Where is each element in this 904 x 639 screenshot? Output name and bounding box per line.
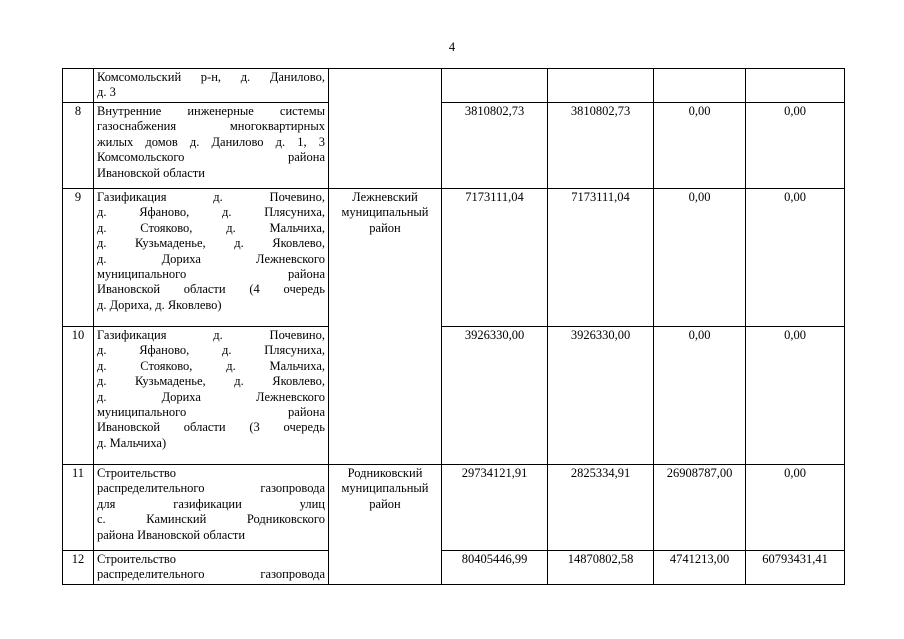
- value-col2: 14870802,58: [548, 551, 654, 585]
- object-name-line: Ивановской области (3 очередь: [97, 420, 325, 435]
- value-col2: 7173111,04: [548, 189, 654, 327]
- object-name-line: Ивановской области (4 очередь: [97, 282, 325, 297]
- municipality-cell: [329, 69, 442, 189]
- object-name: [94, 551, 329, 585]
- value-col3: 0,00: [654, 103, 746, 189]
- object-name: [94, 103, 329, 189]
- object-name: [94, 69, 329, 103]
- value-col4: 0,00: [746, 189, 845, 327]
- object-name-line: д. Дориха, д. Яковлево): [97, 297, 222, 312]
- object-name: [94, 327, 329, 465]
- object-name-line: Газификация д. Почевино,: [97, 328, 325, 342]
- value-col4: 0,00: [746, 465, 845, 551]
- table-row: [63, 103, 845, 189]
- value-col3: 4741213,00: [654, 551, 746, 585]
- value-col2: 2825334,91: [548, 465, 654, 551]
- value-total: 29734121,91: [442, 465, 548, 551]
- budget-table: [62, 68, 845, 585]
- object-name-line: жилых домов д. Данилово д. 1, 3: [97, 134, 325, 149]
- value-col2: [548, 69, 654, 103]
- object-name-line: д. Яфаново, д. Плясуниха,: [97, 205, 325, 220]
- page-number: 4: [448, 40, 456, 54]
- row-number: 8: [63, 103, 94, 189]
- value-col4: 0,00: [746, 327, 845, 465]
- object-name-line: Газификация д. Почевино,: [97, 190, 325, 204]
- table-row: [63, 327, 845, 465]
- value-col4: 60793431,41: [746, 551, 845, 585]
- object-name-line: Строительство: [97, 466, 177, 480]
- object-name-line: муниципального района: [97, 405, 325, 420]
- object-name-line: газоснабжения многоквартирных: [97, 119, 325, 134]
- object-name: [94, 465, 329, 551]
- row-number: 12: [63, 551, 94, 585]
- object-name-line: д. Стояково, д. Мальчиха,: [97, 220, 325, 235]
- value-col3: [654, 69, 746, 103]
- object-name-line: д. Яфаново, д. Плясуниха,: [97, 343, 325, 358]
- object-name-line: Комсомольского района: [97, 150, 325, 165]
- table-row: [63, 69, 845, 103]
- value-total: 3810802,73: [442, 103, 548, 189]
- row-number: 11: [63, 465, 94, 551]
- value-total: [442, 69, 548, 103]
- object-name-line: Строительство: [97, 552, 177, 566]
- value-total: 80405446,99: [442, 551, 548, 585]
- value-total: 3926330,00: [442, 327, 548, 465]
- object-name-line: распределительного газопровода: [97, 481, 325, 496]
- table-row: [63, 551, 845, 585]
- value-col3: 26908787,00: [654, 465, 746, 551]
- object-name-line: муниципального района: [97, 267, 325, 282]
- value-col2: 3926330,00: [548, 327, 654, 465]
- row-number: [63, 69, 94, 103]
- municipality-cell: Родниковский муниципальный район: [329, 465, 442, 585]
- value-total: 7173111,04: [442, 189, 548, 327]
- object-name-line: с. Каминский Родниковского: [97, 512, 325, 527]
- object-name-line: д. Кузьмаденье, д. Яковлево,: [97, 374, 325, 389]
- row-number: 9: [63, 189, 94, 327]
- row-number: 10: [63, 327, 94, 465]
- object-name-line: Ивановской области: [97, 165, 205, 180]
- value-col2: 3810802,73: [548, 103, 654, 189]
- object-name-line: района Ивановской области: [97, 527, 246, 542]
- object-name-line: для газификации улиц: [97, 496, 325, 511]
- object-name-line: Комсомольский р-н, д. Данилово,: [97, 70, 325, 84]
- object-name-line: д. Дориха Лежневского: [97, 251, 325, 266]
- object-name-line: д. Кузьмаденье, д. Яковлево,: [97, 236, 325, 251]
- value-col4: 0,00: [746, 103, 845, 189]
- object-name-line: д. Дориха Лежневского: [97, 389, 325, 404]
- table-row: [63, 189, 845, 327]
- value-col4: [746, 69, 845, 103]
- object-name: [94, 189, 329, 327]
- object-name-line: Внутренние инженерные системы: [97, 104, 325, 118]
- object-name-line: д. Стояково, д. Мальчиха,: [97, 358, 325, 373]
- table-row: [63, 465, 845, 551]
- object-name-line: д. Мальчиха): [97, 435, 167, 450]
- value-col3: 0,00: [654, 327, 746, 465]
- object-name-line: д. 3: [97, 85, 116, 100]
- object-name-line: распределительного газопровода: [97, 567, 325, 582]
- municipality-cell: Лежневский муниципальный район: [329, 189, 442, 465]
- value-col3: 0,00: [654, 189, 746, 327]
